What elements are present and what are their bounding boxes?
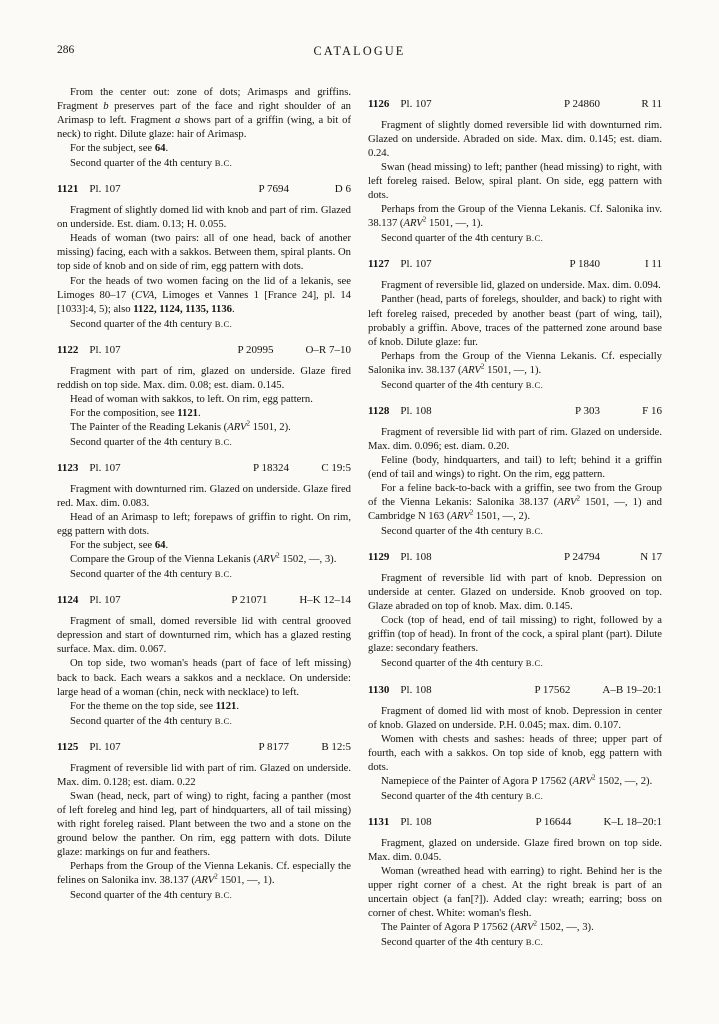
text-run-i: b [103,101,109,113]
entry-paragraph: Second quarter of the 4th century B.C. [70,318,233,330]
entry-paragraph: Fragment of small, domed reversible lid with central grooved depression and start of downturned rim, which has a glazed resting surface. Max. dim. 0.067. [57,616,351,656]
entry-header [57,594,351,607]
catalogue-entry [368,551,662,671]
entry-paragraph: Swan (head, neck, part of wing) to right, facing a panther (most of left foreleg and hind leg, part of hindquarters, all of tail missing) with right foreleg raised. Plant between the two and a stone on the ground below the panther. On rim, egg pattern with dots. Dilute glaze: markings on fur and feathers. [57,790,351,858]
entry-plate: Pl. 108 [400,683,432,696]
text-run-sc: B.C. [525,526,544,537]
entry-grid-reference: D 6 [334,183,351,196]
entry-grid-reference: K–L 18–20:1 [603,815,662,828]
entry-paragraph: Perhaps from the Group of the Vienna Lekanis. Cf. especially the felines on Salonika inv. 38.137 (ARV$^2$ 1501, —, 1). [57,861,351,887]
entry-inventory-number: P 303 [575,404,600,417]
entry-header [368,405,662,418]
text-run-i: ARV [194,875,215,887]
entry-header-left [57,741,259,754]
entry-plate: Pl. 107 [89,594,121,607]
text-run-i: ARV [227,421,247,433]
text-run-sup: 2 [533,919,537,928]
entry-paragraph: The Painter of Agora P 17562 (ARV$^2$ 1502, —, 3). [381,919,594,934]
entry-paragraph: Heads of woman (two pairs: all of one head, back of another missing) facing, each with a sakkos. Between them, spiral plants. On top side of knob and on side of rim, egg pattern with dots. [57,233,351,273]
entry-paragraph: Second quarter of the 4th century B.C. [70,436,233,448]
entry-paragraph: Second quarter of the 4th century B.C. [70,158,233,170]
continuation-text [57,86,351,171]
text-run-i: ARV [514,922,534,934]
entry-inventory-number: P 20995 [237,343,274,356]
entry-number: 1121 [57,183,79,196]
text-run-sc: B.C. [525,658,544,669]
page-number: 286 [57,44,75,56]
text-run-sc: B.C. [525,937,544,948]
entry-paragraph: Second quarter of the 4th century B.C. [70,569,233,581]
entry-header-left [368,98,564,111]
entry-grid-reference: F 16 [642,404,662,417]
page-header [57,44,662,62]
entry-paragraph: Second quarter of the 4th century B.C. [381,233,544,245]
entry-paragraph: Women with chests and sashes: heads of three; upper part of fourth, each with a sakkos. On top side of knob, egg pattern with dots. [368,733,662,773]
entry-header [57,183,351,196]
entry-paragraph: Fragment of slightly domed lid with knob and part of rim. Glazed on underside. Est. diam. 0.13; H. 0.055. [57,205,351,231]
entry-paragraph: Second quarter of the 4th century B.C. [381,526,544,538]
catalogue-entry [368,258,662,392]
text-run-i: a [174,115,181,127]
entry-header [368,258,662,271]
entry-paragraph: Namepiece of the Painter of Agora P 17562 (ARV$^2$ 1502, —, 2). [381,773,653,787]
entry-plate: Pl. 108 [400,404,432,417]
entry-paragraph: Head of woman with sakkos, to left. On rim, egg pattern. [70,393,313,405]
entry-paragraph: For a feline back-to-back with a griffin, see two from the Group of the Vienna Lekanis: Salonika 38.137 (ARV$^2$ 1501, —, 1) and Cambridge N 163 (ARV$^2$ 1501, —, 2). [368,482,662,523]
text-run-sc: B.C. [214,436,233,447]
entry-grid-reference: A–B 19–20:1 [602,683,662,696]
entry-inventory-number: P 1840 [569,258,600,271]
entry-paragraph: Perhaps from the Group of the Vienna Lekanis. Cf. Salonika inv. 38.137 (ARV$^2$ 1501, —, 1). [368,204,662,230]
entry-paragraph: Feline (body, hindquarters, and tail) to left; behind it a griffin (end of tail and wings) to right. On the rim, egg pattern. [368,454,662,480]
catalogue-entry [57,462,351,582]
entry-paragraph: Head of an Arimasp to left; forepaws of griffin to right. On rim, egg pattern with dots. [57,512,351,538]
entry-paragraph: Fragment of reversible lid with part of rim. Glazed on underside. Max. dim. 0.096; est. diam. 0.20. [368,426,662,452]
entry-plate: Pl. 107 [89,740,121,753]
entry-header [57,344,351,357]
entry-header-left [368,405,575,418]
running-head: CATALOGUE [313,44,406,58]
entry-grid-reference: H–K 12–14 [299,594,351,607]
text-run-sc: B.C. [525,379,544,390]
text-run-sup: 2 [591,773,596,782]
text-run-b: 1121 [177,407,198,419]
entry-paragraph: For the subject, see 64. [70,143,169,155]
entry-header-left [368,258,570,271]
entry-number: 1126 [368,98,390,110]
catalogue-entry [368,816,662,950]
entry-paragraph: Fragment of reversible lid with part of knob. Depression on underside at center. Glazed on underside. Knob grooved on top. Glaze abraded on top of knob. Max. dim. 0.145. [368,573,662,613]
entry-paragraph: Second quarter of the 4th century B.C. [381,790,544,802]
text-run-b: 1121 [215,700,237,712]
entry-inventory-number: P 17562 [534,683,571,696]
catalogue-entry [368,98,662,246]
entry-paragraph: For the composition, see 1121. [70,407,201,419]
catalogue-entry [368,405,662,539]
catalogue-entry [368,684,662,804]
entry-number: 1128 [368,404,390,417]
entry-inventory-number: P 16644 [535,815,572,828]
entry-plate: Pl. 107 [400,258,432,271]
entry-header-left [368,816,535,829]
entry-inventory-number: P 8177 [258,740,289,753]
entry-number: 1129 [368,551,390,564]
text-run-sup: 2 [422,215,427,224]
text-run-i: ARV [403,218,423,230]
entry-paragraph: Fragment of slightly domed reversible lid with downturned rim. Glazed on underside. Abraded on side. Max. dim. 0.145; est. diam. 0.24. [368,120,662,160]
entry-number: 1122 [57,343,79,356]
entry-grid-reference: I 11 [644,258,662,271]
entry-paragraph: Fragment of reversible lid, glazed on underside. Max. dim. 0.094. [381,280,661,292]
entry-header-left [368,684,534,697]
entry-paragraph: Cock (top of head, end of tail missing) to right, followed by a griffin (top of head). In front of the cock, a spiral plant (part). Dilute glaze: secondary feathers. [368,615,662,655]
entry-inventory-number: P 24794 [564,551,600,564]
entry-paragraph: From the center out: zone of dots; Arimasps and griffins. Fragment b preserves part of the face and right shoulder of an Arimasp to left. Fragment a shows part of a griffin (wing, a bit of neck) to right. Dilute glaze: hair of Arimasp. [57,87,351,141]
entry-paragraph: Swan (head missing) to left; panther (head missing) to right, with left foreleg raised. Below, spiral plant. On side, egg pattern with dots. [368,162,662,202]
entry-inventory-number: P 24860 [564,98,600,110]
entry-number: 1130 [368,683,390,696]
text-run-i: ARV [557,497,577,509]
entry-header-left [57,594,231,607]
entry-plate: Pl. 107 [89,343,121,356]
left-column [57,86,351,950]
catalogue-entry [57,594,351,728]
right-column [368,86,662,950]
text-run-b: 64 [154,143,166,155]
entry-paragraph: The Painter of the Reading Lekanis (ARV$^2$ 1501, 2). [70,419,291,433]
entry-number: 1127 [368,258,390,271]
catalogue-entry [57,183,351,331]
entry-paragraph: For the subject, see 64. [70,540,169,552]
entry-paragraph: Second quarter of the 4th century B.C. [70,890,233,902]
entry-header-left [57,183,259,196]
entry-header-left [368,551,564,564]
entry-grid-reference: B 12:5 [321,740,351,753]
text-run-i: CVA [134,289,155,301]
entry-paragraph: Compare the Group of the Vienna Lekanis (ARV$^2$ 1502, —, 3). [70,551,337,566]
text-run-sup: 2 [480,362,485,371]
text-run-b: 1122, 1124, 1135, 1136 [133,303,232,315]
entry-paragraph: Perhaps from the Group of the Vienna Lekanis. Cf. especially Salonika inv. 38.137 (ARV$^2$ 1501, —, 1). [368,350,662,376]
text-run-sc: B.C. [214,890,233,901]
text-columns [57,86,662,950]
text-run-sup: 2 [469,508,474,517]
text-run-sc: B.C. [214,715,233,726]
entry-paragraph: On top side, two woman's heads (part of face of left missing) back to back. Each wears a sakkos and a necklace. On underside: large head of a woman (chin, neck with necklace) to left. [57,658,351,698]
entry-header [368,98,662,111]
entry-paragraph: For the theme on the top side, see 1121. [70,700,240,712]
entry-plate: Pl. 108 [400,815,432,828]
entry-header [57,462,351,475]
catalogue-entry [57,344,351,450]
entry-number: 1123 [57,461,79,474]
text-run-sc: B.C. [214,318,233,329]
text-run-sc: B.C. [214,569,233,580]
entry-paragraph: Woman (wreathed head with earring) to right. Behind her is the upper right corner of a chest. At the right break is part of an uncertain object (a fan[?]). Added clay: wreath; earring; boss on corner of chest. White: woman's flesh. [368,865,662,920]
entry-header [368,684,662,697]
entry-paragraph: Fragment of domed lid with most of knob. Depression in center of knob. Glazed on underside. P.H. 0.045; max. dim. 0.107. [368,705,662,731]
entry-paragraph: Fragment with part of rim, glazed on underside. Glaze fired reddish on top side. Max. dim. 0.08; est. diam. 0.145. [57,365,351,391]
entry-paragraph: Second quarter of the 4th century B.C. [381,658,544,670]
entry-grid-reference: O–R 7–10 [305,343,351,356]
text-run-i: ARV [450,511,470,523]
entry-header [57,741,351,754]
entry-plate: Pl. 107 [400,98,432,110]
catalogue-entry [57,741,351,903]
entry-plate: Pl. 108 [400,551,432,564]
entry-inventory-number: P 7694 [258,183,289,196]
text-run-i: ARV [461,364,481,376]
entry-number: 1124 [57,594,79,607]
text-run-sup: 2 [246,419,251,428]
text-run-i: ARV [572,775,592,787]
entry-header [368,816,662,829]
entry-header-left [57,344,238,357]
entry-header [368,551,662,564]
entry-grid-reference: N 17 [640,551,662,564]
text-run-i: ARV [256,554,277,566]
entry-number: 1125 [57,740,79,753]
entry-plate: Pl. 107 [89,461,121,474]
text-run-sc: B.C. [525,790,544,801]
entry-paragraph: Fragment with downturned rim. Glazed on underside. Glaze fired red. Max. dim. 0.083. [57,483,351,510]
entry-paragraph: For the heads of two women facing on the lid of a lekanis, see Limoges 80–17 (CVA, Limoges et Vannes 1 [France 24], pl. 14 [1033]:4, 5); also 1122, 1124, 1135, 1136. [57,275,352,315]
entry-paragraph: Second quarter of the 4th century B.C. [70,715,233,727]
entry-grid-reference: R 11 [641,98,662,110]
text-run-sc: B.C. [214,158,233,169]
entry-number: 1131 [368,815,390,828]
text-run-sup: 2 [276,551,280,560]
entry-paragraph: Second quarter of the 4th century B.C. [381,379,544,391]
entry-grid-reference: C 19:5 [321,461,351,474]
entry-paragraph: Fragment, glazed on underside. Glaze fired brown on top side. Max. dim. 0.045. [368,837,662,863]
text-run-sup: 2 [214,872,218,881]
text-run-b: 64 [154,540,166,552]
entry-paragraph: Panther (head, parts of forelegs, shoulder, and back) to right with left foreleg raised, preceded by another beast (part of wing, tail), probably a griffin. Above, traces of the patterned zone around base of knob. Dilute glaze: fur. [368,294,662,348]
entry-header-left [57,462,253,475]
entry-inventory-number: P 21071 [231,594,268,607]
entry-inventory-number: P 18324 [253,461,289,474]
entry-paragraph: Fragment of reversible lid with part of rim. Glazed on underside. Max. dim. 0.128; est. diam. 0.22 [57,762,351,788]
entry-plate: Pl. 107 [89,183,121,196]
text-run-sup: 2 [576,494,581,503]
text-run-sc: B.C. [525,233,544,244]
entry-paragraph: Second quarter of the 4th century B.C. [381,937,544,949]
